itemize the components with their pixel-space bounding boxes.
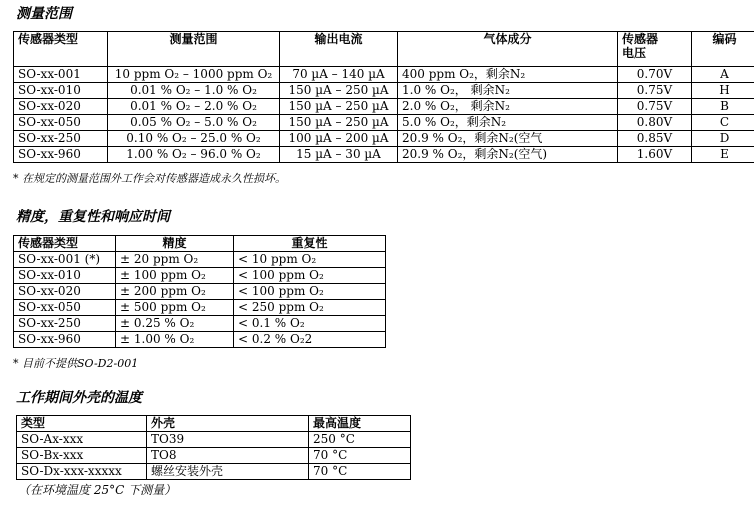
header-sensor-voltage: 传感器 电压 — [618, 32, 692, 67]
measurement-range-footnote: * 在规定的测量范围外工作会对传感器造成永久性损坏。 — [13, 172, 286, 185]
cell-output-current: 100 µA – 200 µA — [280, 131, 398, 147]
header-output-current: 输出电流 — [280, 32, 398, 67]
cell-max-temperature: 70 °C — [309, 448, 411, 464]
cell-repeatability: < 0.2 % O₂2 — [234, 332, 386, 348]
accuracy-table — [13, 235, 386, 348]
cell-sensor-type: SO-xx-050 — [14, 115, 108, 131]
cell-measurement-range: 1.00 % O₂ – 96.0 % O₂ — [108, 147, 280, 163]
section-title-accuracy: 精度，重复性和响应时间 — [16, 209, 170, 225]
cell-gas-composition: 20.9 % O₂，剩余N₂(空气 — [398, 131, 618, 147]
table-row — [17, 448, 411, 464]
cell-max-temperature: 70 °C — [309, 464, 411, 480]
header-max-temperature: 最高温度 — [309, 416, 411, 432]
table-row — [14, 284, 386, 300]
cell-sensor-type: SO-xx-020 — [14, 99, 108, 115]
cell-output-current: 150 µA – 250 µA — [280, 99, 398, 115]
cell-sensor-voltage: 0.85V — [618, 131, 692, 147]
table-row — [14, 252, 386, 268]
cell-max-temperature: 250 °C — [309, 432, 411, 448]
table-row — [14, 83, 754, 99]
cell-accuracy: ± 200 ppm O₂ — [116, 284, 234, 300]
cell-sensor-type: SO-xx-020 — [14, 284, 116, 300]
cell-sensor-type: SO-xx-050 — [14, 300, 116, 316]
table-header-row — [14, 236, 386, 252]
cell-gas-composition: 20.9 % O₂，剩余N₂(空气) — [398, 147, 618, 163]
table-row — [14, 67, 754, 83]
cell-gas-composition: 1.0 % O₂， 剩余N₂ — [398, 83, 618, 99]
cell-gas-composition: 2.0 % O₂， 剩余N₂ — [398, 99, 618, 115]
cell-repeatability: < 100 ppm O₂ — [234, 268, 386, 284]
table-row — [17, 432, 411, 448]
cell-code: B — [692, 99, 754, 115]
table-header-row — [17, 416, 411, 432]
table-row — [14, 131, 754, 147]
cell-measurement-range: 10 ppm O₂ – 1000 ppm O₂ — [108, 67, 280, 83]
accuracy-footnote: * 目前不提供SO-D2-001 — [13, 357, 139, 370]
cell-gas-composition: 400 ppm O₂，剩余N₂ — [398, 67, 618, 83]
header-sensor-type: 传感器类型 — [14, 32, 108, 67]
header-accuracy: 精度 — [116, 236, 234, 252]
cell-accuracy: ± 0.25 % O₂ — [116, 316, 234, 332]
cell-sensor-voltage: 0.80V — [618, 115, 692, 131]
cell-repeatability: < 10 ppm O₂ — [234, 252, 386, 268]
temperature-footnote: （在环境温度 25°C 下测量） — [18, 483, 177, 497]
section-title-housing-temperature: 工作期间外壳的温度 — [16, 390, 142, 406]
cell-sensor-type: SO-xx-960 — [14, 332, 116, 348]
cell-type: SO-Ax-xxx — [17, 432, 147, 448]
cell-output-current: 150 µA – 250 µA — [280, 83, 398, 99]
cell-sensor-voltage: 0.70V — [618, 67, 692, 83]
cell-code: A — [692, 67, 754, 83]
cell-accuracy: ± 500 ppm O₂ — [116, 300, 234, 316]
cell-repeatability: < 0.1 % O₂ — [234, 316, 386, 332]
cell-sensor-type: SO-xx-250 — [14, 316, 116, 332]
table-row — [14, 115, 754, 131]
cell-measurement-range: 0.01 % O₂ – 2.0 % O₂ — [108, 99, 280, 115]
cell-measurement-range: 0.10 % O₂ – 25.0 % O₂ — [108, 131, 280, 147]
table-row — [17, 464, 411, 480]
cell-type: SO-Dx-xxx-xxxxx — [17, 464, 147, 480]
cell-repeatability: < 100 ppm O₂ — [234, 284, 386, 300]
cell-sensor-voltage: 1.60V — [618, 147, 692, 163]
cell-measurement-range: 0.01 % O₂ – 1.0 % O₂ — [108, 83, 280, 99]
table-header-row — [14, 32, 754, 67]
header-type: 类型 — [17, 416, 147, 432]
table-row — [14, 99, 754, 115]
cell-accuracy: ± 1.00 % O₂ — [116, 332, 234, 348]
table-row — [14, 268, 386, 284]
cell-output-current: 150 µA – 250 µA — [280, 115, 398, 131]
cell-sensor-voltage: 0.75V — [618, 83, 692, 99]
cell-sensor-type: SO-xx-001 (*) — [14, 252, 116, 268]
measurement-range-table — [13, 31, 754, 163]
cell-sensor-type: SO-xx-250 — [14, 131, 108, 147]
section-title-measurement-range: 测量范围 — [16, 6, 72, 22]
cell-sensor-type: SO-xx-960 — [14, 147, 108, 163]
cell-measurement-range: 0.05 % O₂ – 5.0 % O₂ — [108, 115, 280, 131]
header-housing: 外壳 — [147, 416, 309, 432]
housing-temperature-table — [16, 415, 411, 480]
cell-code: C — [692, 115, 754, 131]
table-row — [14, 147, 754, 163]
table-row — [14, 300, 386, 316]
header-measurement-range: 测量范围 — [108, 32, 280, 67]
cell-sensor-voltage: 0.75V — [618, 99, 692, 115]
cell-housing: 螺丝安装外壳 — [147, 464, 309, 480]
cell-accuracy: ± 20 ppm O₂ — [116, 252, 234, 268]
header-sensor-type: 传感器类型 — [14, 236, 116, 252]
cell-accuracy: ± 100 ppm O₂ — [116, 268, 234, 284]
cell-sensor-type: SO-xx-001 — [14, 67, 108, 83]
header-code: 编码 — [692, 32, 754, 67]
cell-repeatability: < 250 ppm O₂ — [234, 300, 386, 316]
cell-sensor-type: SO-xx-010 — [14, 268, 116, 284]
cell-housing: TO8 — [147, 448, 309, 464]
cell-output-current: 15 µA – 30 µA — [280, 147, 398, 163]
cell-code: D — [692, 131, 754, 147]
cell-sensor-type: SO-xx-010 — [14, 83, 108, 99]
cell-housing: TO39 — [147, 432, 309, 448]
cell-type: SO-Bx-xxx — [17, 448, 147, 464]
cell-output-current: 70 µA – 140 µA — [280, 67, 398, 83]
header-repeatability: 重复性 — [234, 236, 386, 252]
table-row — [14, 316, 386, 332]
cell-code: E — [692, 147, 754, 163]
cell-gas-composition: 5.0 % O₂，剩余N₂ — [398, 115, 618, 131]
table-row — [14, 332, 386, 348]
header-gas-composition: 气体成分 — [398, 32, 618, 67]
cell-code: H — [692, 83, 754, 99]
